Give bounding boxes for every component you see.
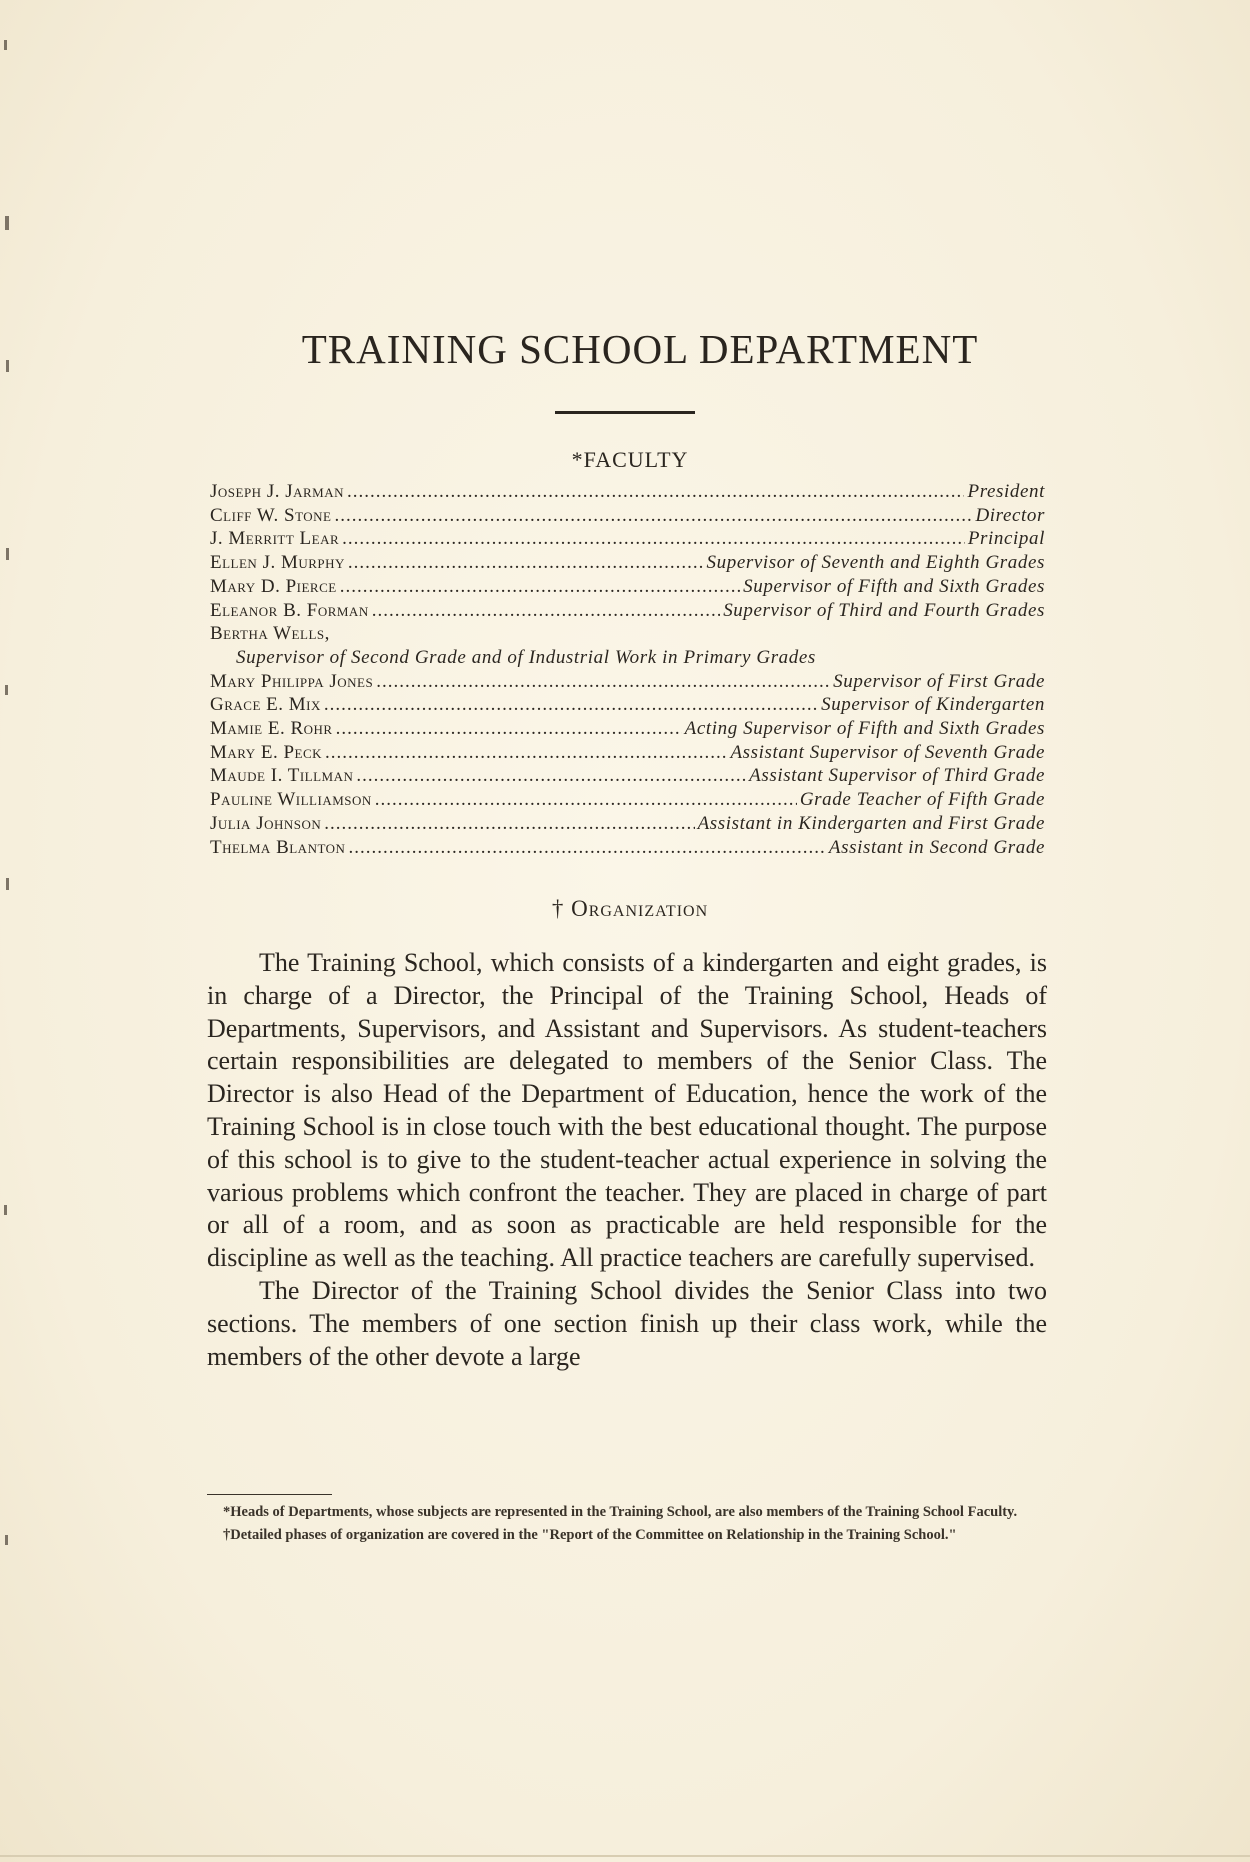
footnotes	[207, 1503, 1047, 1549]
page-title: TRAINING SCHOOL DEPARTMENT	[301, 326, 979, 372]
organization-heading: † Organization	[551, 896, 709, 921]
faculty-role: Assistant in Kindergarten and First Grade	[697, 812, 1045, 834]
margin-mark	[6, 548, 9, 560]
faculty-row	[210, 575, 1045, 599]
faculty-name: Joseph J. Jarman	[210, 481, 345, 502]
dot-leader	[340, 575, 740, 599]
margin-mark	[6, 878, 9, 890]
dot-leader	[348, 836, 825, 860]
faculty-name: Ellen J. Murphy	[210, 552, 345, 574]
faculty-name: Cliff W. Stone	[210, 504, 332, 526]
faculty-role: Supervisor of Third and Fourth Grades	[723, 599, 1045, 621]
faculty-row	[210, 599, 1045, 623]
margin-mark	[5, 216, 9, 230]
faculty-role: Supervisor of Seventh and Eighth Grades	[706, 552, 1045, 574]
faculty-row	[210, 812, 1045, 836]
faculty-list	[210, 480, 1045, 859]
dot-leader	[324, 693, 818, 717]
faculty-name: Julia Johnson	[210, 812, 322, 834]
faculty-role: Supervisor of Kindergarten	[821, 694, 1045, 716]
faculty-row	[210, 527, 1045, 551]
faculty-row	[210, 788, 1045, 812]
faculty-name: Mamie E. Rohr	[210, 718, 333, 740]
page-edge	[0, 1855, 1250, 1857]
faculty-row	[210, 670, 1045, 694]
faculty-role: Supervisor of First Grade	[833, 670, 1045, 692]
margin-mark	[5, 685, 8, 695]
dot-leader	[335, 504, 973, 528]
faculty-row	[210, 646, 1045, 670]
dot-leader	[342, 527, 965, 551]
dot-leader	[376, 670, 830, 694]
title-rule	[555, 411, 695, 414]
margin-mark	[4, 40, 7, 50]
margin-mark	[6, 360, 9, 372]
faculty-role: Assistant Supervisor of Third Grade	[749, 765, 1045, 787]
dot-leader	[324, 812, 694, 836]
faculty-role: Assistant Supervisor of Seventh Grade	[730, 741, 1045, 763]
faculty-name: J. Merritt Lear	[210, 528, 340, 550]
margin-mark	[5, 1535, 8, 1545]
organization-body	[207, 947, 1047, 1373]
faculty-name: Thelma Blanton	[210, 836, 346, 858]
dot-leader	[356, 764, 746, 788]
faculty-row	[210, 693, 1045, 717]
paragraph: The Director of the Training School divides the Senior Class into two sections. The members of one section finish up their class work, while the members of the other devote a large	[207, 1275, 1047, 1371]
faculty-row	[210, 836, 1045, 860]
dot-leader	[375, 788, 797, 812]
faculty-row	[210, 504, 1045, 528]
faculty-row	[210, 764, 1045, 788]
faculty-name: Bertha Wells,	[210, 623, 330, 645]
margin-mark	[4, 1205, 7, 1215]
faculty-row	[210, 741, 1045, 765]
dot-leader	[347, 480, 964, 504]
faculty-name: Eleanor B. Forman	[210, 599, 369, 621]
footnote: *Heads of Departments, whose subjects are represented in the Training School, are also members of the Training School Faculty.	[223, 1504, 1018, 1520]
footnote: †Detailed phases of organization are covered in the "Report of the Committee on Relationship in the Training School."	[223, 1527, 957, 1543]
faculty-name: Mary E. Peck	[210, 741, 323, 763]
faculty-name: Pauline Williamson	[210, 789, 372, 811]
faculty-role: Supervisor of Fifth and Sixth Grades	[743, 575, 1045, 597]
faculty-role: President	[967, 481, 1045, 502]
dot-leader	[336, 717, 682, 741]
faculty-role: Acting Supervisor of Fifth and Sixth Grades	[684, 718, 1045, 740]
faculty-role: Supervisor of Second Grade and of Industrial Work in Primary Grades	[236, 646, 816, 668]
faculty-role: Director	[975, 504, 1045, 526]
dot-leader	[348, 551, 704, 575]
faculty-row	[210, 622, 1045, 646]
faculty-row	[210, 480, 1045, 504]
faculty-name: Grace E. Mix	[210, 694, 321, 716]
footnote-rule	[207, 1494, 332, 1495]
paragraph: The Training School, which consists of a kindergarten and eight grades, is in charge of a Director, the Principal of the Training School, Heads of Departments, Supervisors, and Assistant and Supervisors. As student-teachers certain responsibilities are delegated to members of the Senior Class. The Director is also Head of the Department of Education, hence the work of the Training School is in close touch with the best educational thought. The purpose of this school is to give to the student-teacher actual experience in solving the various problems which confront the teacher. They are placed in charge of part or all of a room, and as soon as practicable are held responsible for the discipline as well as the teaching. All practice teachers are carefully supervised.	[207, 948, 1047, 1273]
faculty-row	[210, 717, 1045, 741]
faculty-name: Maude I. Tillman	[210, 765, 354, 787]
faculty-row	[210, 551, 1045, 575]
faculty-role: Principal	[967, 528, 1045, 550]
dot-leader	[325, 741, 727, 765]
dot-leader	[372, 599, 720, 623]
faculty-role: Assistant in Second Grade	[828, 836, 1045, 858]
faculty-name: Mary Philippa Jones	[210, 670, 374, 692]
faculty-heading: *FACULTY	[571, 447, 689, 472]
faculty-role: Grade Teacher of Fifth Grade	[799, 789, 1045, 811]
faculty-name: Mary D. Pierce	[210, 575, 337, 597]
